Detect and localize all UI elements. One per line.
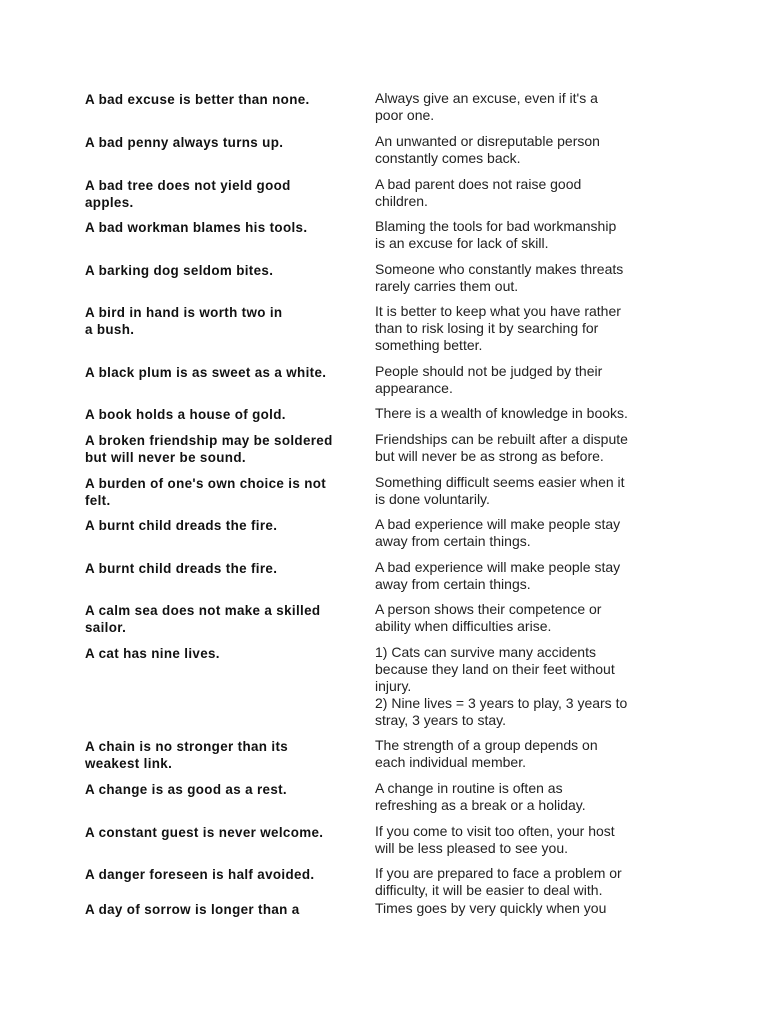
meaning-text: Someone who constantly makes threats rarely carries them out. — [375, 261, 624, 294]
meaning-text: Friendships can be rebuilt after a dispute but will never be as strong as before. — [375, 431, 628, 464]
proverb-row — [85, 133, 665, 176]
proverb-text: A calm sea does not make a skilled sailor. — [85, 603, 321, 635]
proverb-row — [85, 303, 665, 363]
meaning-text: There is a wealth of knowledge in books. — [375, 405, 628, 421]
proverb-text: A book holds a house of gold. — [85, 407, 286, 422]
proverb-row — [85, 601, 665, 644]
proverb-text: A bad workman blames his tools. — [85, 220, 308, 235]
meaning-text: A bad experience will make people stay away from certain things. — [375, 516, 621, 549]
proverb-row — [85, 900, 665, 920]
proverb-row — [85, 865, 665, 900]
meaning-text: An unwanted or disreputable person constantly comes back. — [375, 133, 600, 166]
proverb-row — [85, 780, 665, 823]
proverb-row — [85, 823, 665, 865]
meaning-text: A bad experience will make people stay away from certain things. — [375, 559, 621, 592]
proverb-text: A bad excuse is better than none. — [85, 92, 310, 107]
meaning-text: Times goes by very quickly when you — [375, 900, 607, 916]
proverb-row — [85, 261, 665, 303]
proverb-row — [85, 176, 665, 218]
meaning-text: Something difficult seems easier when it is done voluntarily. — [375, 474, 625, 507]
proverb-text: A black plum is as sweet as a white. — [85, 365, 327, 380]
proverb-row — [85, 559, 665, 601]
proverb-row — [85, 516, 665, 559]
meaning-text: It is better to keep what you have rather than to risk losing it by searching for something better. — [375, 303, 621, 353]
proverb-row — [85, 737, 665, 780]
proverbs-table — [85, 90, 665, 920]
proverb-text: A change is as good as a rest. — [85, 782, 288, 797]
proverb-text: A broken friendship may be soldered but will never be sound. — [85, 433, 333, 465]
proverb-row — [85, 431, 665, 474]
proverb-row — [85, 644, 665, 737]
meaning-text: A bad parent does not raise good children. — [375, 176, 582, 209]
meaning-text: Always give an excuse, even if it's a poor one. — [375, 90, 598, 123]
proverb-row — [85, 474, 665, 516]
meaning-text: Blaming the tools for bad workmanship is an excuse for lack of skill. — [375, 218, 617, 251]
proverb-text: A bad penny always turns up. — [85, 135, 284, 150]
proverb-row — [85, 218, 665, 261]
proverb-text: A barking dog seldom bites. — [85, 263, 274, 278]
proverb-text: A constant guest is never welcome. — [85, 825, 324, 840]
proverb-text: A day of sorrow is longer than a — [85, 902, 300, 917]
proverb-text: A cat has nine lives. — [85, 646, 220, 661]
meaning-text: If you are prepared to face a problem or difficulty, it will be easier to deal with. — [375, 865, 622, 898]
proverb-row — [85, 90, 665, 133]
proverb-text: A burden of one's own choice is not felt. — [85, 476, 327, 508]
proverb-row — [85, 363, 665, 405]
meaning-text: 1) Cats can survive many accidents because they land on their feet without injury. 2) Nine lives = 3 years to play, 3 years to stray, 3 years to stay. — [375, 644, 628, 728]
meaning-text: A change in routine is often as refreshing as a break or a holiday. — [375, 780, 586, 813]
proverb-text: A burnt child dreads the fire. — [85, 518, 278, 533]
proverb-text: A chain is no stronger than its weakest link. — [85, 739, 289, 771]
proverb-text: A bird in hand is worth two in a bush. — [85, 305, 283, 337]
proverb-row — [85, 405, 665, 431]
meaning-text: If you come to visit too often, your host will be less pleased to see you. — [375, 823, 615, 856]
meaning-text: A person shows their competence or ability when difficulties arise. — [375, 601, 602, 634]
meaning-text: People should not be judged by their appearance. — [375, 363, 603, 396]
proverb-text: A bad tree does not yield good apples. — [85, 178, 291, 210]
proverb-text: A danger foreseen is half avoided. — [85, 867, 315, 882]
proverb-text: A burnt child dreads the fire. — [85, 561, 278, 576]
meaning-text: The strength of a group depends on each individual member. — [375, 737, 598, 770]
